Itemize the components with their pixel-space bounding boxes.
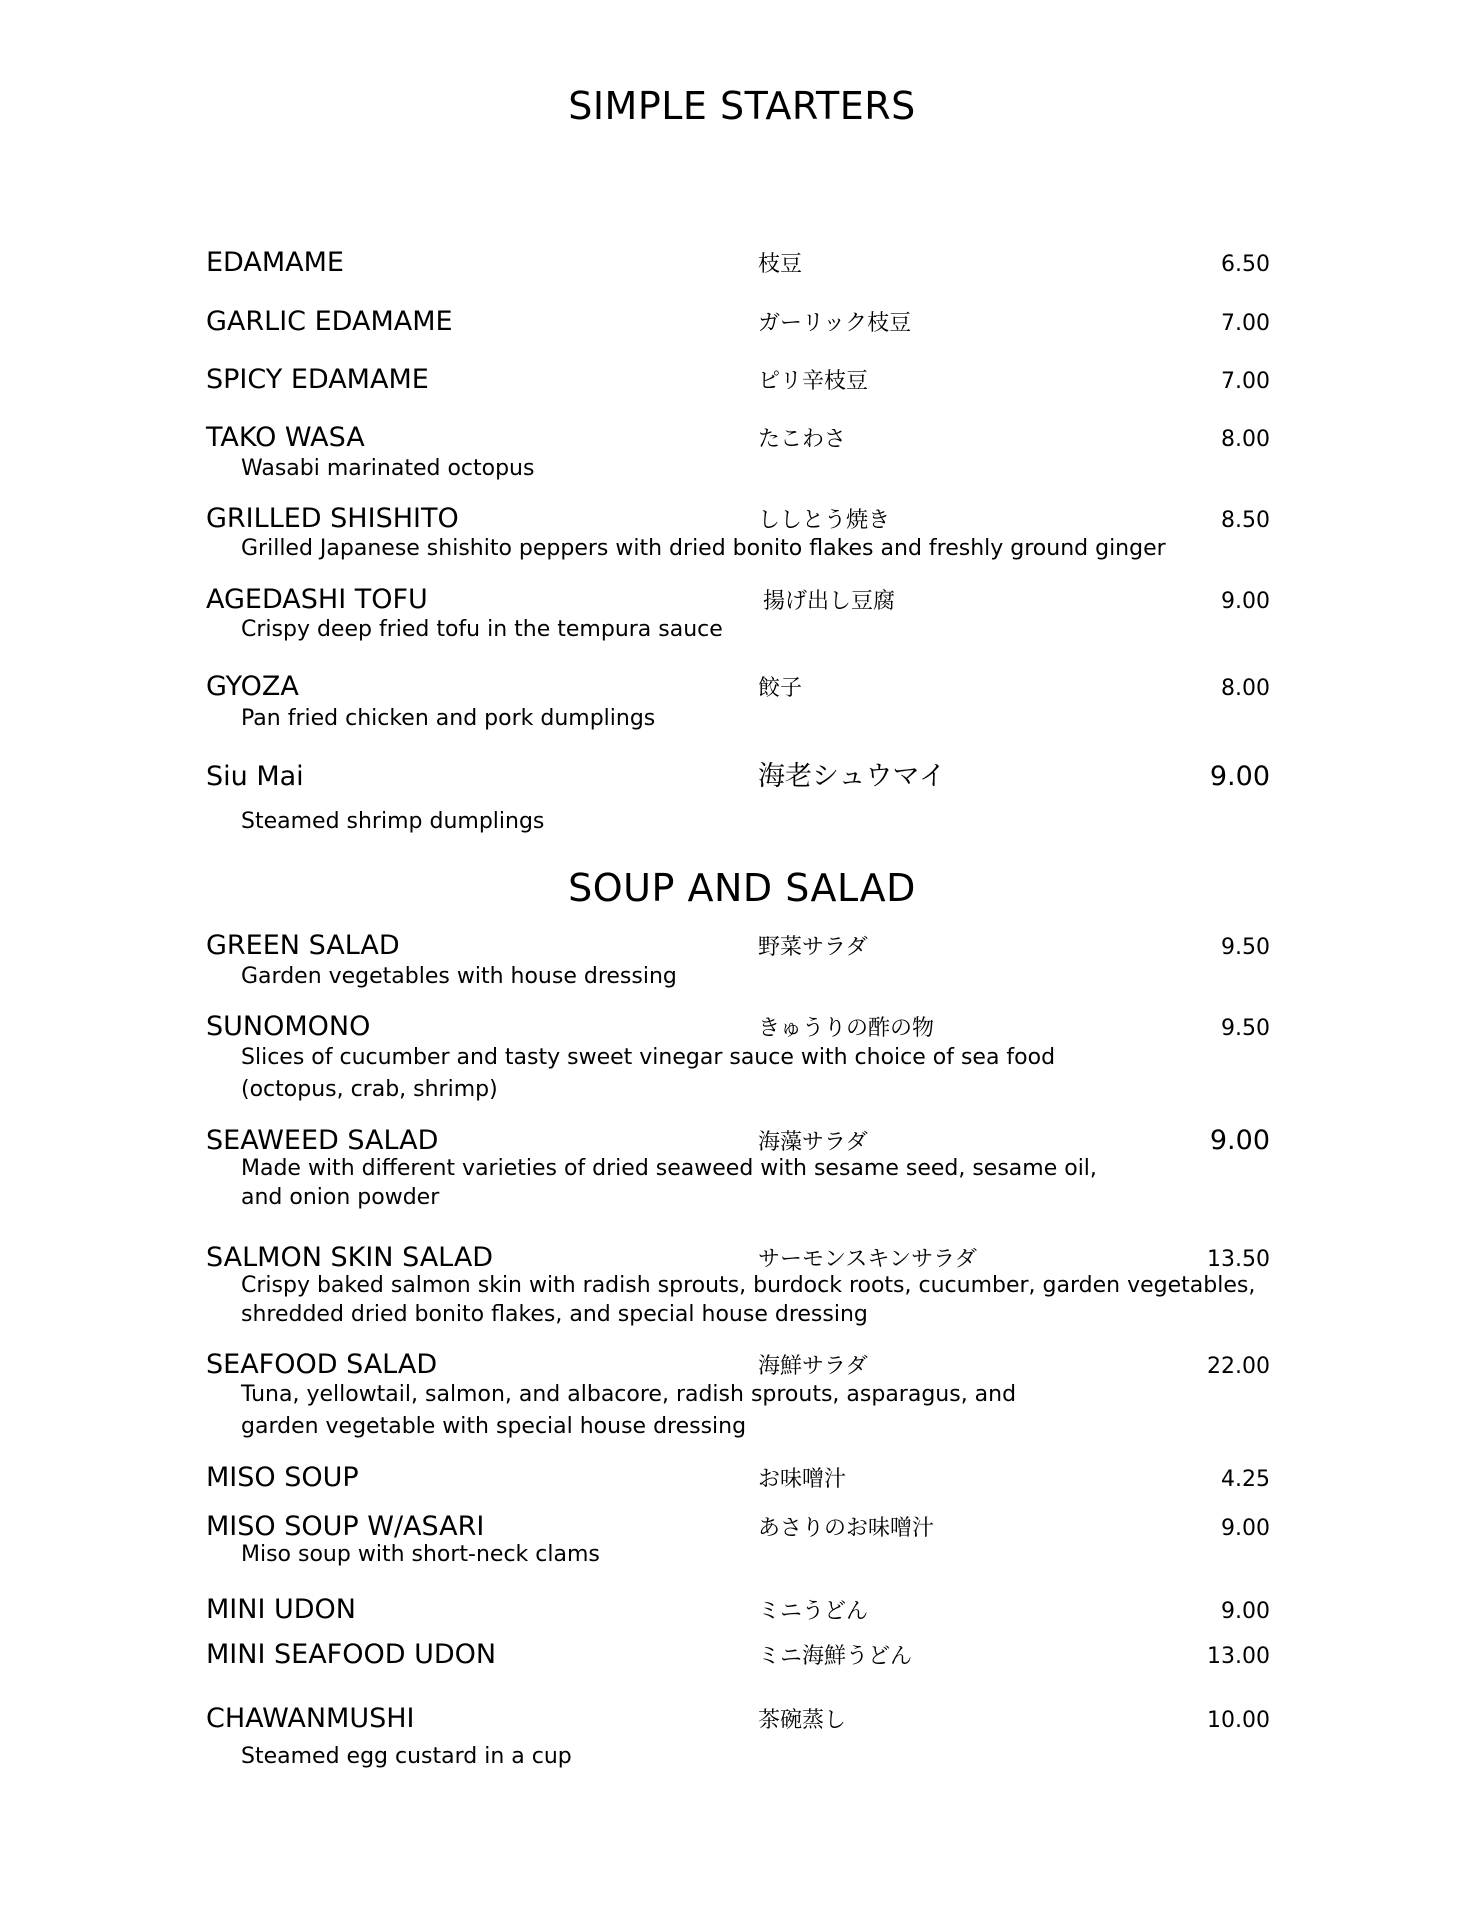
item-name: GREEN SALAD xyxy=(206,930,400,961)
item-japanese-name: 海藻サラダ xyxy=(758,1130,868,1155)
item-description: Miso soup with short-neck clams xyxy=(241,1542,600,1567)
item-name: MINI SEAFOOD UDON xyxy=(206,1639,497,1670)
menu-item-garlic-edamame xyxy=(0,305,1484,339)
item-name: AGEDASHI TOFU xyxy=(206,584,428,615)
item-price: 9.00 xyxy=(1209,1125,1270,1156)
item-name: GRILLED SHISHITO xyxy=(206,503,459,534)
menu-item-salmon-skin-salad xyxy=(0,1241,1484,1327)
item-japanese-name: ミニ海鮮うどん xyxy=(758,1644,913,1669)
item-japanese-name: きゅうりの酢の物 xyxy=(758,1016,935,1041)
item-price: 4.25 xyxy=(1221,1467,1270,1492)
item-japanese-name: 海老シュウマイ xyxy=(758,761,946,792)
item-price: 9.00 xyxy=(1221,1599,1270,1624)
item-description-line-2: shredded dried bonito flakes, and special house dressing xyxy=(241,1302,868,1327)
section-title-simple-starters: SIMPLE STARTERS xyxy=(568,84,916,128)
item-price: 6.50 xyxy=(1221,252,1270,277)
item-japanese-name: お味噌汁 xyxy=(758,1467,847,1492)
menu-item-seaweed-salad xyxy=(0,1124,1484,1210)
item-description: Made with different varieties of dried seaweed with sesame seed, sesame oil, xyxy=(241,1156,1097,1181)
item-price: 13.00 xyxy=(1207,1644,1270,1669)
item-japanese-name: あさりのお味噌汁 xyxy=(758,1516,935,1541)
item-japanese-name: 茶碗蒸し xyxy=(758,1708,847,1733)
item-price: 7.00 xyxy=(1221,311,1270,336)
menu-item-mini-seafood-udon xyxy=(0,1638,1484,1672)
section-title-soup-and-salad: SOUP AND SALAD xyxy=(568,866,916,910)
item-description: Tuna, yellowtail, salmon, and albacore, radish sprouts, asparagus, and xyxy=(241,1382,1017,1407)
menu-item-tako-wasa xyxy=(0,421,1484,481)
item-price: 8.00 xyxy=(1221,676,1270,701)
item-name: EDAMAME xyxy=(206,247,344,278)
item-name: GARLIC EDAMAME xyxy=(206,306,453,337)
item-description: Pan fried chicken and pork dumplings xyxy=(241,706,656,731)
item-description: Crispy deep fried tofu in the tempura sauce xyxy=(241,617,723,642)
item-name: SEAFOOD SALAD xyxy=(206,1349,438,1380)
item-price: 9.00 xyxy=(1221,1516,1270,1541)
menu-item-grilled-shishito xyxy=(0,502,1484,561)
item-japanese-name: 枝豆 xyxy=(758,252,803,277)
menu-item-siu-mai xyxy=(0,760,1484,834)
menu-item-green-salad xyxy=(0,929,1484,989)
menu-item-edamame xyxy=(0,246,1484,280)
menu-item-chawanmushi xyxy=(0,1702,1484,1769)
item-name: GYOZA xyxy=(206,671,299,702)
item-japanese-name: 野菜サラダ xyxy=(758,935,868,960)
item-description: Steamed shrimp dumplings xyxy=(241,809,545,834)
item-name: MINI UDON xyxy=(206,1594,357,1625)
item-price: 8.00 xyxy=(1221,427,1270,452)
item-japanese-name: サーモンスキンサラダ xyxy=(758,1247,977,1272)
item-price: 9.50 xyxy=(1221,1016,1270,1041)
item-price: 13.50 xyxy=(1207,1247,1270,1272)
menu-item-gyoza xyxy=(0,670,1484,731)
item-name: SEAWEED SALAD xyxy=(206,1125,439,1156)
menu-item-mini-udon xyxy=(0,1593,1484,1627)
menu-item-spicy-edamame xyxy=(0,363,1484,397)
menu-item-seafood-salad xyxy=(0,1348,1484,1439)
item-name: Siu Mai xyxy=(206,761,304,792)
item-price: 10.00 xyxy=(1207,1708,1270,1733)
menu-item-sunomono xyxy=(0,1010,1484,1102)
item-japanese-name: ピリ辛枝豆 xyxy=(758,369,869,394)
item-name: MISO SOUP xyxy=(206,1462,359,1493)
item-description: Wasabi marinated octopus xyxy=(241,456,535,481)
item-name: MISO SOUP W/ASARI xyxy=(206,1511,485,1542)
item-description: Slices of cucumber and tasty sweet vinegar sauce with choice of sea food xyxy=(241,1045,1056,1070)
item-price: 8.50 xyxy=(1221,508,1270,533)
item-price: 9.50 xyxy=(1221,935,1270,960)
item-description-line-2: and onion powder xyxy=(241,1185,440,1210)
item-japanese-name: 海鮮サラダ xyxy=(758,1354,868,1379)
item-japanese-name: ガーリック枝豆 xyxy=(758,311,912,336)
item-japanese-name: 揚げ出し豆腐 xyxy=(763,589,896,614)
menu-item-miso-soup xyxy=(0,1461,1484,1495)
item-description: Garden vegetables with house dressing xyxy=(241,964,677,989)
item-description-line-2: garden vegetable with special house dressing xyxy=(241,1414,747,1439)
item-name: CHAWANMUSHI xyxy=(206,1703,415,1734)
menu-item-agedashi-tofu xyxy=(0,583,1484,642)
item-name: TAKO WASA xyxy=(206,422,365,453)
item-price: 9.00 xyxy=(1209,761,1270,792)
item-name: SUNOMONO xyxy=(206,1011,371,1042)
item-japanese-name: ししとう焼き xyxy=(758,508,891,533)
item-japanese-name: たこわさ xyxy=(758,427,847,452)
item-description: Steamed egg custard in a cup xyxy=(241,1744,572,1769)
item-description: Crispy baked salmon skin with radish sprouts, burdock roots, cucumber, garden vegetables, xyxy=(241,1273,1256,1298)
menu-item-miso-soup-w-asari xyxy=(0,1510,1484,1567)
item-price: 22.00 xyxy=(1207,1354,1270,1379)
item-price: 7.00 xyxy=(1221,369,1270,394)
item-description: Grilled Japanese shishito peppers with dried bonito flakes and freshly ground ginger xyxy=(241,536,1166,561)
item-name: SPICY EDAMAME xyxy=(206,364,429,395)
item-japanese-name: ミニうどん xyxy=(758,1599,869,1624)
item-description-line-2: (octopus, crab, shrimp) xyxy=(241,1077,498,1102)
item-name: SALMON SKIN SALAD xyxy=(206,1242,494,1273)
item-japanese-name: 餃子 xyxy=(758,676,803,701)
item-price: 9.00 xyxy=(1221,589,1270,614)
